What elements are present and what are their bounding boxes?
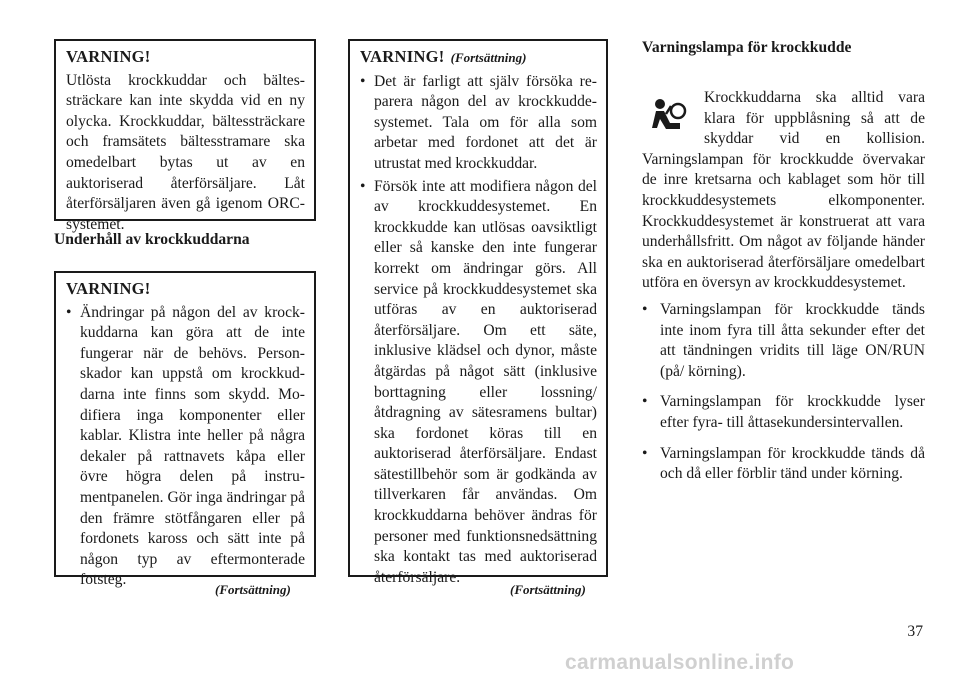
lamp-bullet-text: • Varningslampan för krockkudde lyser efter fyra- till åttasekundersintervallen. xyxy=(660,393,925,431)
continued-label: (Fortsättning) xyxy=(215,582,291,597)
warning-title-continued: (Fortsättning) xyxy=(450,50,527,65)
warning-title: VARNING! xyxy=(66,47,151,66)
lamp-bullet-text: • Varningslampan för krockkudde tänds inte inom fyra till åtta sekunder efter det att tändningen vridits till läge ON/RUN (på/ körning). xyxy=(660,300,925,380)
page-number: 37 xyxy=(907,623,923,640)
warning-box-modifications xyxy=(54,271,316,589)
lamp-bullet xyxy=(642,300,925,382)
lamp-bullet-text: • Varningslampan för krockkudde tänds då och då eller förblir tänd under körning. xyxy=(660,444,925,483)
warning-title-text: VARNING! xyxy=(360,47,445,66)
airbag-lamp-section xyxy=(642,88,925,485)
lamp-bullet xyxy=(642,444,925,485)
warning-box-continued xyxy=(348,39,608,586)
watermark: carmanualsonline.info xyxy=(565,651,795,674)
warning-box-airbag-replacement xyxy=(54,39,316,233)
warning-title: VARNING! xyxy=(66,279,151,298)
section-heading-maintenance: Underhåll av krockkuddarna xyxy=(54,231,250,248)
airbag-warning-icon xyxy=(642,88,704,144)
warning-text: Utlösta krockkuddar och bältessträckare kan inte skydda vid en ny olycka. Krockkuddar, bältessträckare och framsätets bältesstramare ska omedelbart bytas ut av en auktoriserad återförsäljare. Låt återförsäljaren även gå igenom ORC-systemet. xyxy=(66,71,305,233)
section-heading-airbag-lamp: Varningslampa för krockkudde xyxy=(642,39,852,56)
warning-title xyxy=(360,47,597,69)
lamp-bullet xyxy=(642,392,925,433)
continued-label: (Fortsättning) xyxy=(510,582,586,597)
warning-bullet: • Det är farligt att själv försöka reparera någon del av krockkuddesystemet. Tala om för alla som arbetar med fordonet att det är utrustat med krockkuddar. xyxy=(360,72,597,175)
warning-bullet: • Försök inte att modifiera någon del av krockkuddesystemet. En krockkudde kan utlösas oavsiktligt eller så kanske den inte fungerar korrekt om ändringar görs. All service på krockkuddesystemet ska utföras av en auktoriserad återförsäljare. Om ett säte, inklusive klädsel och dynor, måste åtgärdas på något sätt (inklusive borttagning eller lossning/åtdragning av sätesramens bultar) ska fordonet köras till en auktoriserad återförsäljare. Endast sätestillbehör som är godkända av tillverkaren får användas. Om krockkuddarna behöver ändras för personer med funktionsnedsättning ska kontakt tas med auktoriserad återförsäljare. xyxy=(360,177,597,589)
airbag-lamp-paragraph: Krockkuddarna ska alltid vara klara för uppblåsning så att de skyddar vid en kollision. Varningslampan för krockkudde övervakar de inre kretsarna och kablaget som hör till krockkuddesystemets elkomponenter. Krockkuddesystemet är konstruerat att vara underhållsfritt. Om något av följande händer ska en auktoriserad återförsäljare omedelbart utföra en översyn av krockkuddesystemet. xyxy=(642,89,925,292)
warning-bullet: • Ändringar på någon del av krockkuddarna kan göra att de inte fungerar när de behövs. Personskador kan uppstå om krockkuddarna inte finns som skydd. Modifiera inga komponenter eller kablar. Klistra inte heller på några dekaler på rattnavets kåpa eller övre högra delen på instrumentpanelen. Gör inga ändringar på den främre stötfångaren eller på fordonets kaross och sätt inte på någon typ av eftermonterade fotsteg. xyxy=(66,303,305,591)
